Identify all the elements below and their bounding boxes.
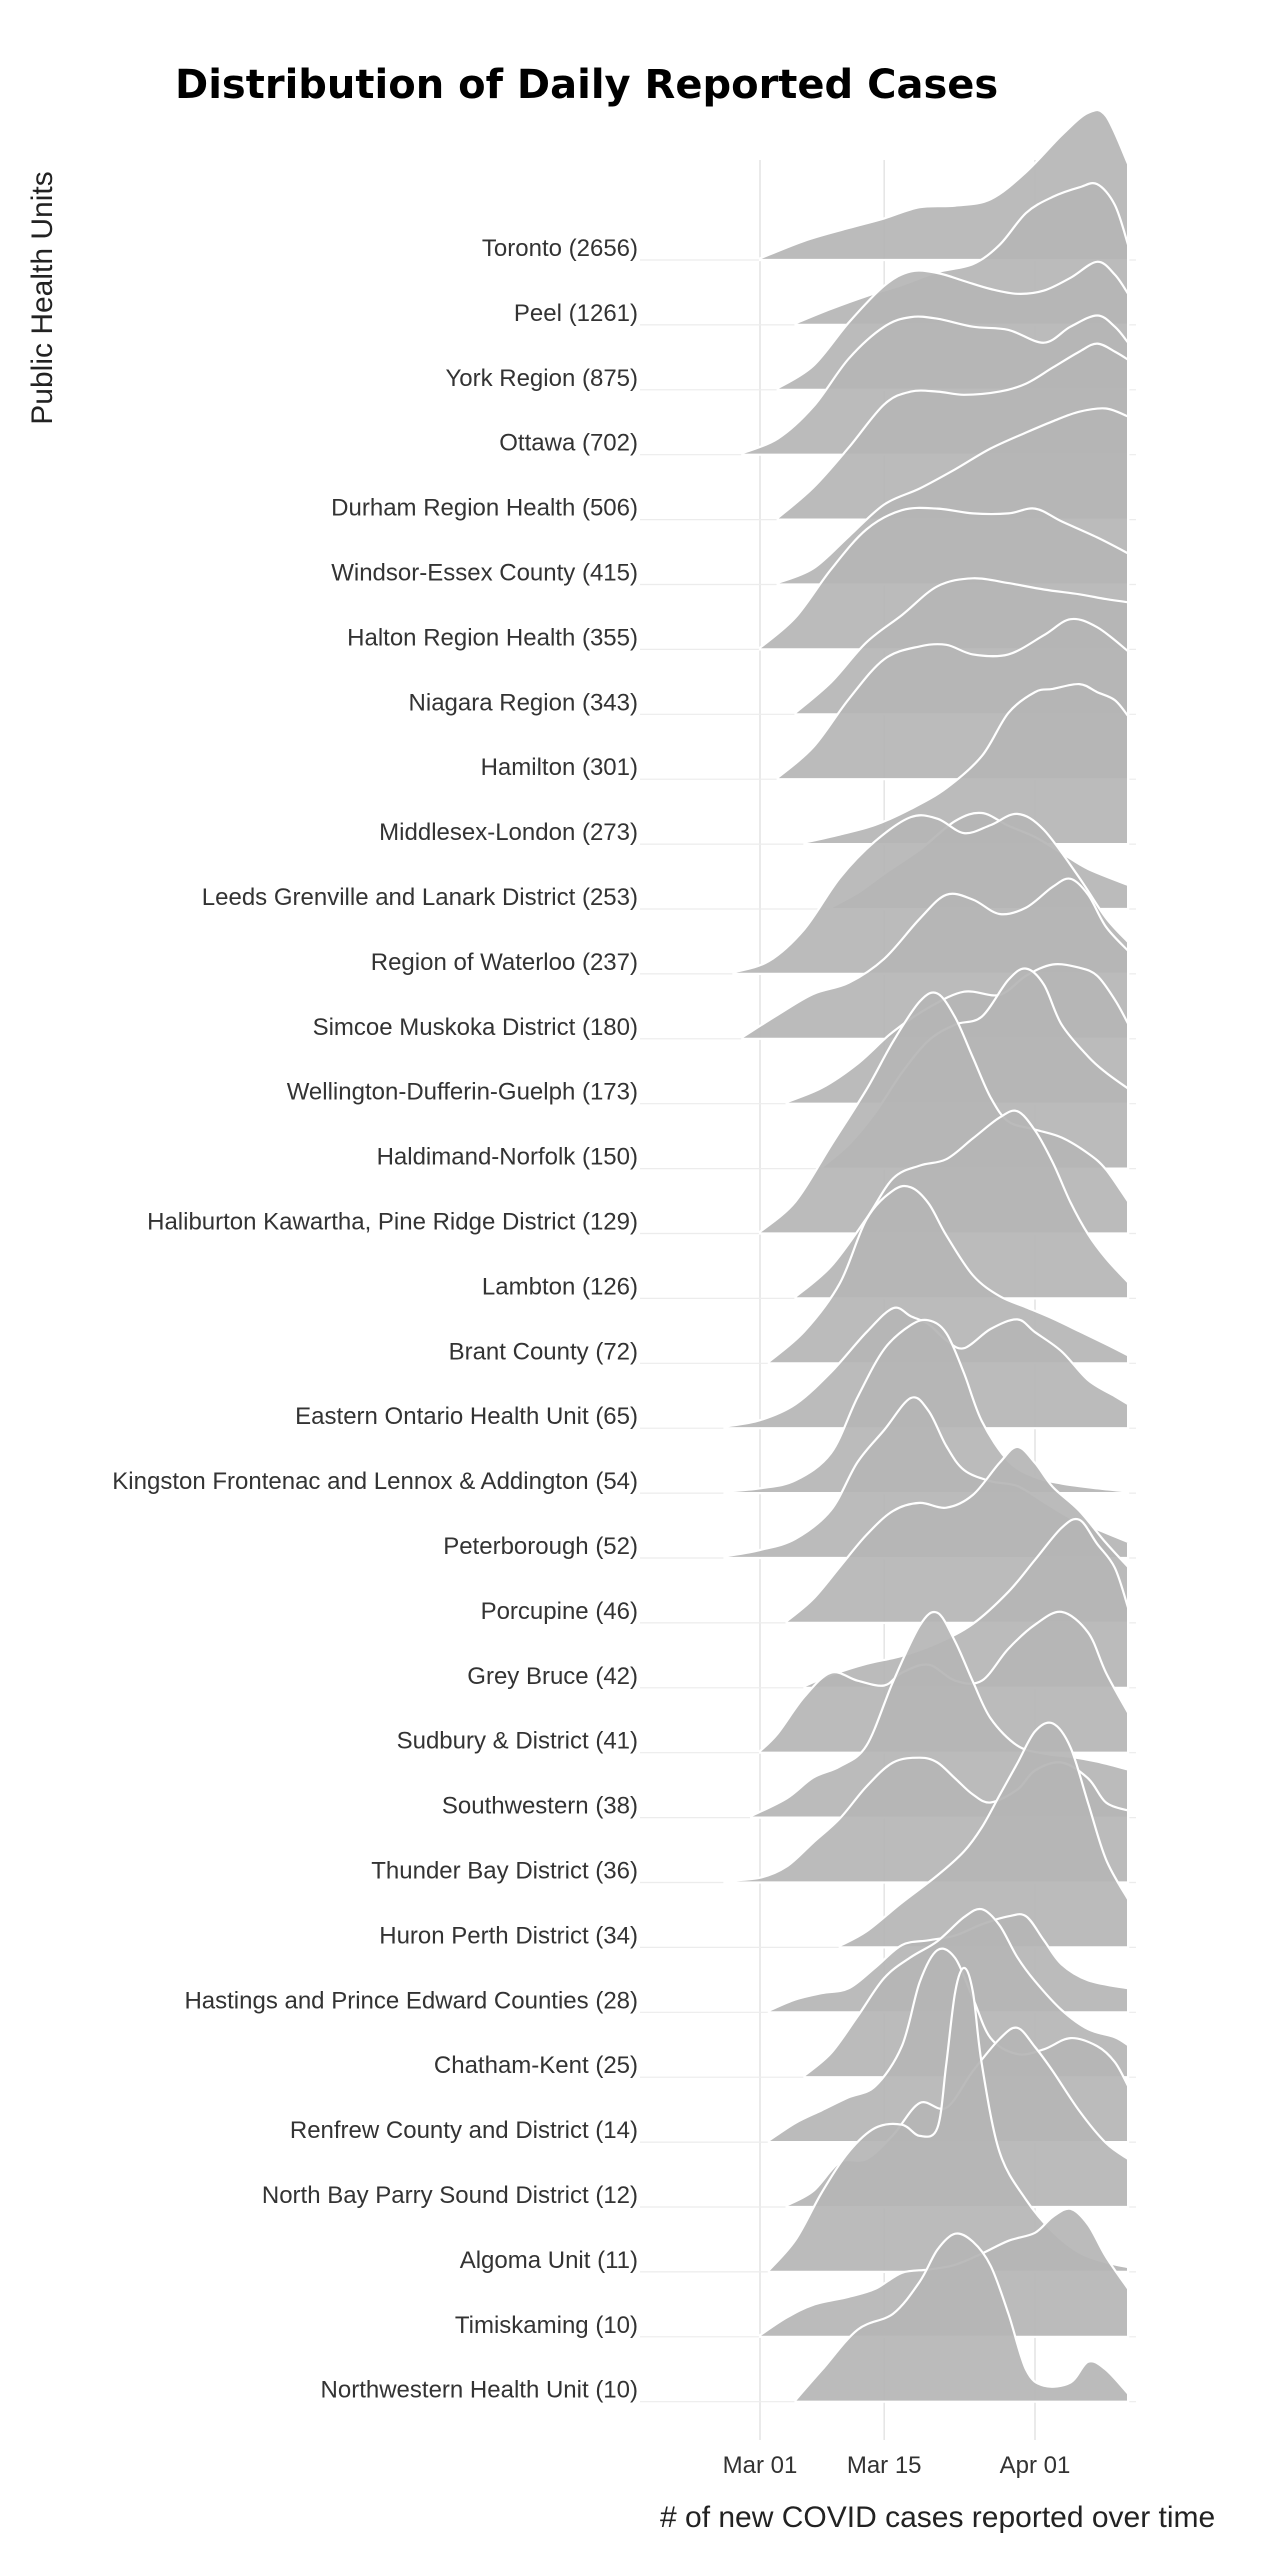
health-unit-label: Leeds Grenville and Lanark District (253) (201, 884, 638, 911)
health-unit-label: Durham Region Health (506) (331, 494, 638, 522)
health-unit-label: Simcoe Muskoka District (180) (312, 1013, 638, 1041)
health-unit-label: Thunder Bay District (36) (371, 1857, 638, 1885)
x-tick-label: Apr 01 (999, 2452, 1071, 2479)
health-unit-label: Algoma Unit (11) (459, 2246, 638, 2274)
health-unit-label: Region of Waterloo (237) (370, 948, 638, 976)
health-unit-label: Eastern Ontario Health Unit (65) (295, 1403, 638, 1431)
health-unit-label: Wellington-Dufferin-Guelph (173) (286, 1078, 638, 1106)
health-unit-label: Northwestern Health Unit (10) (320, 2376, 638, 2404)
health-unit-label: Haldimand-Norfolk (150) (376, 1143, 638, 1171)
health-unit-label: Hastings and Prince Edward Counties (28) (184, 1987, 638, 2015)
health-unit-label: Timiskaming (10) (454, 2311, 638, 2339)
health-unit-label: Grey Bruce (42) (467, 1662, 638, 1690)
ridge-layer (725, 110, 1129, 2402)
x-tick-label: Mar 15 (846, 2452, 922, 2479)
x-axis-label: # of new COVID cases reported over time (660, 2501, 1216, 2534)
health-unit-label: Southwestern (38) (441, 1792, 638, 1820)
health-unit-label: Hamilton (301) (480, 754, 638, 782)
health-unit-label: North Bay Parry Sound District (12) (261, 2182, 638, 2209)
health-unit-label: Peterborough (52) (443, 1533, 638, 1560)
health-unit-label: Sudbury & District (41) (396, 1727, 638, 1755)
health-unit-label: Chatham-Kent (25) (433, 2052, 638, 2080)
health-unit-label: Lambton (126) (481, 1273, 638, 1301)
x-tick-label: Mar 01 (722, 2452, 798, 2479)
chart-title: Distribution of Daily Reported Cases (175, 62, 999, 108)
health-unit-label: Haliburton Kawartha, Pine Ridge District (129) (147, 1208, 638, 1236)
x-axis-ticks (723, 2452, 1071, 2479)
health-unit-label: Niagara Region (343) (408, 689, 638, 717)
y-axis-label: Public Health Units (26, 171, 59, 425)
health-unit-label: York Region (875) (445, 364, 638, 392)
health-unit-label: Ottawa (702) (499, 429, 638, 457)
health-unit-label: Brant County (72) (448, 1338, 638, 1366)
health-unit-label: Windsor-Essex County (415) (331, 559, 638, 587)
health-unit-label: Peel (1261) (513, 299, 638, 327)
health-unit-label: Kingston Frontenac and Lennox & Addington (54) (112, 1468, 638, 1496)
unit-labels (112, 235, 638, 2404)
health-unit-label: Porcupine (46) (480, 1597, 638, 1625)
health-unit-label: Toronto (2656) (481, 235, 638, 262)
health-unit-label: Middlesex-London (273) (379, 819, 638, 847)
health-unit-label: Renfrew County and District (14) (289, 2117, 638, 2145)
health-unit-label: Halton Region Health (355) (347, 624, 638, 652)
health-unit-label: Huron Perth District (34) (379, 1922, 638, 1950)
